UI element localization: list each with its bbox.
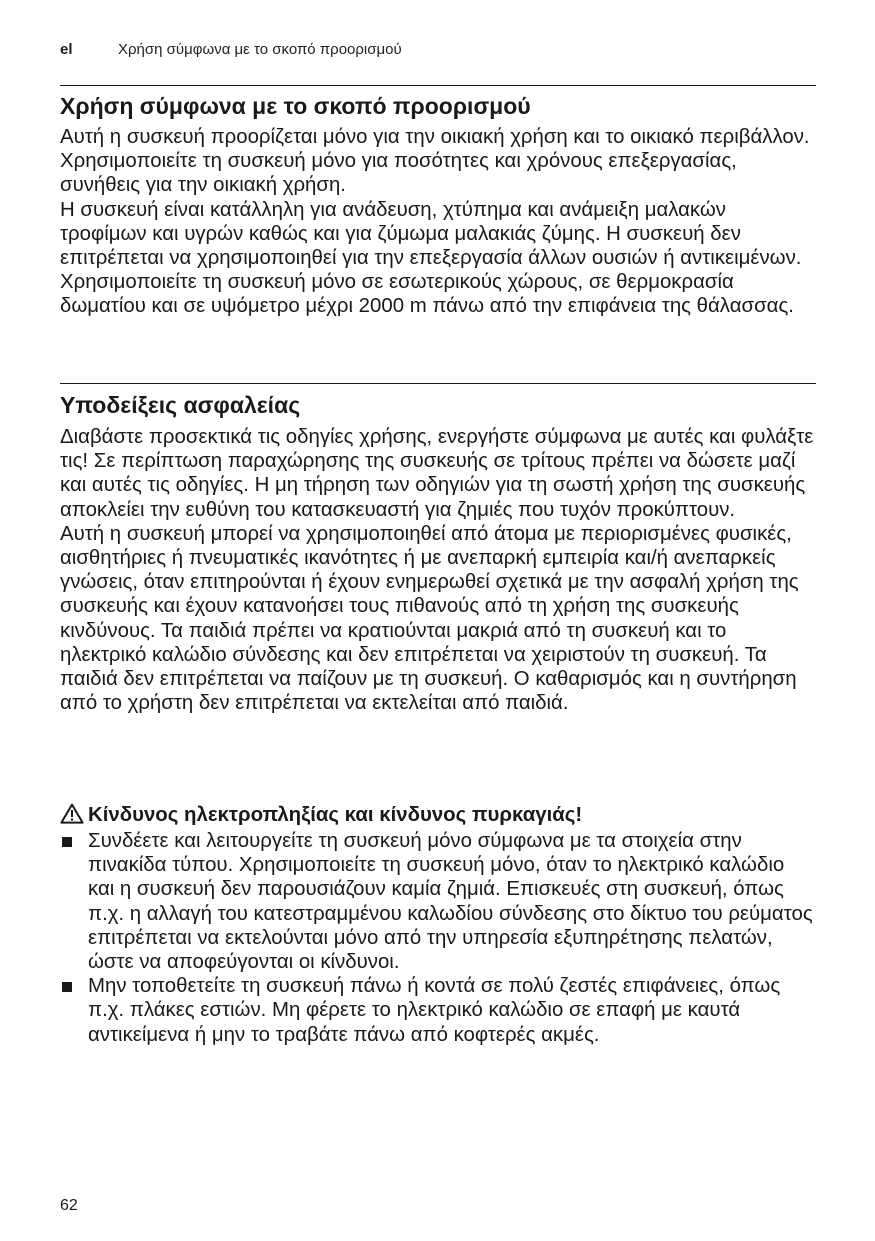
warning-triangle-icon [60, 803, 84, 824]
paragraph: Διαβάστε προσεκτικά τις οδηγίες χρήσης, ενεργήστε σύμφωνα με αυτές και φυλάξτε τις! Σε περίπτωση παραχώρησης της συσκευής σε τρίτους πρέπει να δώσετε μαζί και αυτές τις οδηγίες. Η μη τήρηση των οδηγιών για τη σωστή χρήση της συσκευής αποκλείει την ευθύνη του κατασκευαστή για ζημιές που τυχόν προκύπτουν. [60, 426, 814, 521]
intended-use-body [60, 125, 816, 319]
paragraph: Αυτή η συσκευή προορίζεται μόνο για την οικιακή χρήση και το οικιακό περιβάλλον. Χρησιμοποιείτε τη συσκευή μόνο για ποσότητες και χρόνους επεξεργασίας, συνήθεις για την οικιακή χρήση. [60, 126, 810, 197]
list-item-text: Μην τοποθετείτε τη συσκευή πάνω ή κοντά σε πολύ ζεστές επιφάνειες, όπως π.χ. πλάκες εστιών. Μη φέρετε το ηλεκτρικό καλώδιο σε επαφή με καυτά αντικείμενα ή μην το τραβάτε πάνω από κοφτερές ακμές. [88, 975, 781, 1046]
running-head-title: Χρήση σύμφωνα με το σκοπό προορισμού [118, 41, 402, 58]
warning-heading [60, 803, 816, 827]
square-bullet-icon [62, 837, 72, 847]
warning-bullet-list [60, 829, 816, 1047]
paragraph: Η συσκευή είναι κατάλληλη για ανάδευση, χτύπημα και ανάμειξη μαλακών τροφίμων και υγρών καθώς και για ζύμωμα μαλακιάς ζύμης. Η συσκευή δεν επιτρέπεται να χρησιμοποιηθεί για την επεξεργασία άλλων ουσιών ή αντικειμένων. [60, 198, 802, 270]
section-title-safety: Υποδείξεις ασφαλείας [60, 392, 301, 418]
safety-body [60, 425, 816, 715]
manual-page [60, 0, 816, 1241]
list-item [60, 829, 816, 974]
paragraph: Αυτή η συσκευή μπορεί να χρησιμοποιηθεί από άτομα με περιορισμένες φυσικές, αισθητήριες ή πνευματικές ικανότητες ή με ανεπαρκή εμπειρία και/ή ανεπαρκείς γνώσεις, όταν επιτηρούνται ή έχουν ενημερωθεί σχετικά με την ασφαλή χρήση της συσκευής και έχουν κατανοήσει τους πιθανούς από τη χρήση της συσκευής κινδύνους. Τα παιδιά πρέπει να κρατιούνται μακριά από τη συσκευή και το ηλεκτρικό καλώδιο σύνδεσης και δεν επιτρέπεται να χειριστούν τη συσκευή. Τα παιδιά δεν επιτρέπεται να παίζουν με τη συσκευή. Ο καθαρισμός και η συντήρηση από το χρήστη δεν επιτρέπεται να εκτελείται από παιδιά. [60, 522, 799, 715]
section-title-intended-use: Χρήση σύμφωνα με το σκοπό προορισμού [60, 93, 531, 119]
page-number: 62 [60, 1197, 78, 1214]
section-divider [60, 85, 816, 86]
running-head [60, 40, 816, 60]
paragraph: Χρησιμοποιείτε τη συσκευή μόνο σε εσωτερικούς χώρους, σε θερμοκρασία δωματίου και σε υψόμετρο μέχρι 2000 m πάνω από την επιφάνεια της θάλασσας. [60, 271, 794, 318]
list-item-text: Συνδέετε και λειτουργείτε τη συσκευή μόνο σύμφωνα με τα στοιχεία στην πινακίδα τύπου. Χρησιμοποιείτε τη συσκευή μόνο, όταν το ηλεκτρικό καλώδιο και η συσκευή δεν παρουσιάζουν καμία ζημιά. Επισκευές στη συσκευή, όπως π.χ. η αλλαγή του κατεστραμμένου καλωδίου σύνδεσης στο δίκτυο του ρεύματος επιτρέπεται να εκτελούνται μόνο από την υπηρεσία εξυπηρέτησης πελατών, ώστε να αποφεύγονται οι κίνδυνοι. [88, 830, 813, 974]
section-divider [60, 383, 816, 384]
square-bullet-icon [62, 982, 72, 992]
warning-title: Κίνδυνος ηλεκτροπληξίας και κίνδυνος πυρκαγιάς! [88, 804, 583, 826]
language-code: el [60, 41, 73, 58]
list-item [60, 974, 816, 1047]
